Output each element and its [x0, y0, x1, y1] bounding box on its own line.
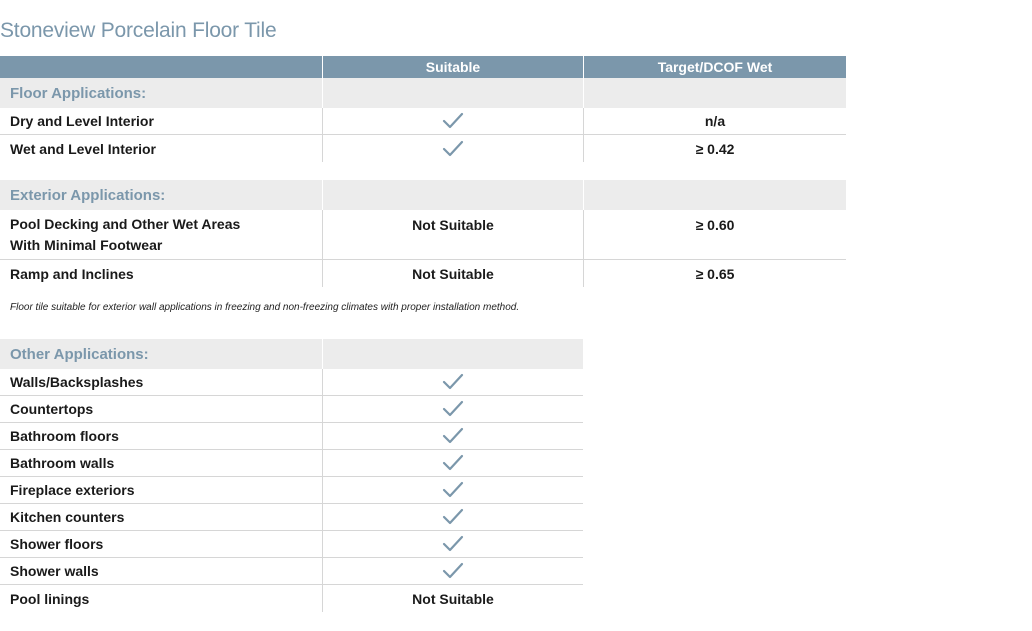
table-row — [0, 260, 846, 287]
table-row — [0, 585, 583, 612]
row-label: Shower floors — [10, 536, 104, 552]
row-label: Kitchen counters — [10, 509, 125, 525]
table-header — [0, 56, 846, 78]
section-heading: Floor Applications: — [10, 84, 147, 102]
table-row — [0, 423, 583, 450]
row-target: ≥ 0.42 — [583, 135, 846, 162]
row-label: Dry and Level Interior — [10, 113, 154, 129]
page-title: Stoneview Porcelain Floor Tile — [0, 19, 277, 42]
table-row — [0, 477, 583, 504]
header-blank — [0, 56, 322, 78]
row-suitable: Not Suitable — [322, 260, 583, 287]
check-icon — [322, 369, 583, 395]
row-label: Fireplace exteriors — [10, 482, 135, 498]
section-heading: Exterior Applications: — [10, 186, 166, 204]
row-label: Ramp and Inclines — [10, 265, 134, 282]
table-row — [0, 108, 846, 135]
row-suitable: Not Suitable — [322, 210, 583, 259]
row-target: n/a — [583, 108, 846, 134]
row-target: ≥ 0.65 — [583, 260, 846, 287]
row-label-line: With Minimal Footwear — [10, 237, 163, 253]
row-label: Wet and Level Interior — [10, 140, 156, 157]
header-suitable: Suitable — [322, 56, 583, 78]
check-icon — [322, 558, 583, 584]
section-heading: Other Applications: — [10, 345, 149, 363]
check-icon — [322, 423, 583, 449]
applications-table — [0, 56, 846, 287]
row-label: Shower walls — [10, 563, 99, 579]
check-icon — [322, 531, 583, 557]
row-target: ≥ 0.60 — [583, 210, 846, 259]
section-exterior — [0, 180, 846, 210]
row-label-line: Pool Decking and Other Wet Areas — [10, 216, 241, 232]
table-row — [0, 450, 583, 477]
table-row — [0, 210, 846, 260]
check-icon — [322, 504, 583, 530]
table-row — [0, 369, 583, 396]
table-row — [0, 396, 583, 423]
row-label — [0, 210, 322, 259]
check-icon — [322, 396, 583, 422]
check-icon — [322, 477, 583, 503]
footnote: Floor tile suitable for exterior wall applications in freezing and non-freezing climates with proper installation method. — [10, 302, 520, 313]
row-label: Countertops — [10, 401, 94, 417]
header-target: Target/DCOF Wet — [583, 56, 846, 78]
section-floor — [0, 78, 846, 108]
row-label: Bathroom floors — [10, 428, 119, 444]
check-icon — [322, 450, 583, 476]
row-label: Bathroom walls — [10, 455, 115, 471]
section-other — [0, 339, 583, 369]
row-suitable: Not Suitable — [322, 585, 583, 612]
table-row — [0, 135, 846, 162]
row-label: Walls/Backsplashes — [10, 374, 144, 390]
check-icon — [322, 135, 583, 162]
table-row — [0, 504, 583, 531]
table-row — [0, 531, 583, 558]
other-applications-table — [0, 339, 583, 612]
check-icon — [322, 108, 583, 134]
table-row — [0, 558, 583, 585]
row-label: Pool linings — [10, 590, 90, 607]
